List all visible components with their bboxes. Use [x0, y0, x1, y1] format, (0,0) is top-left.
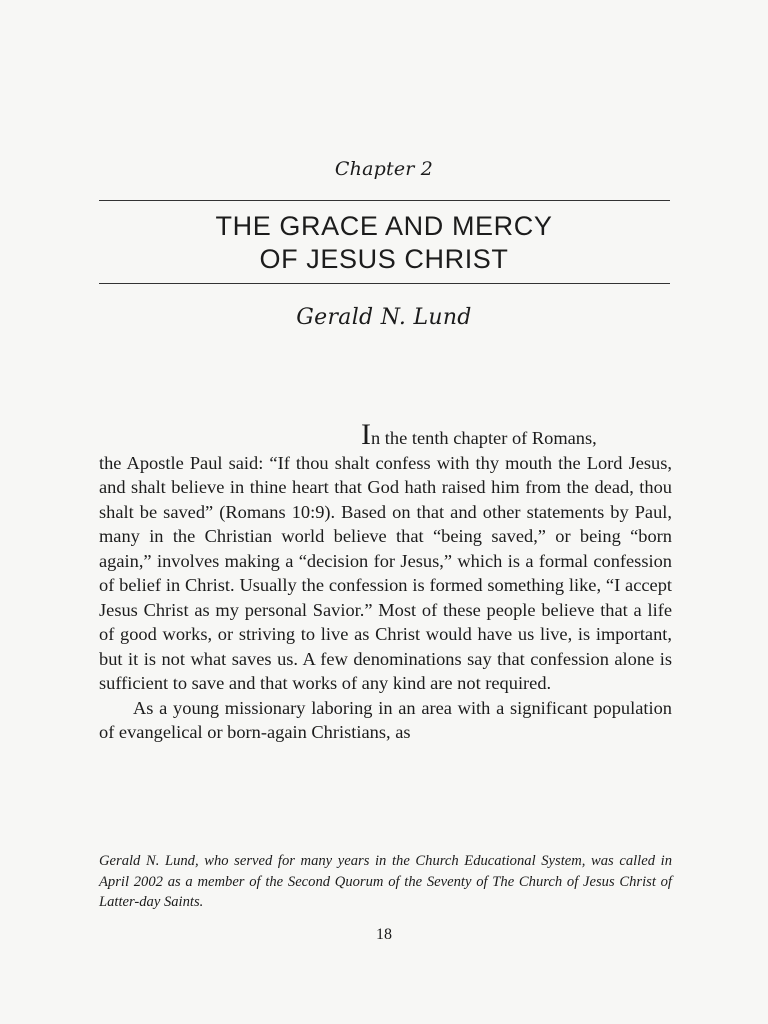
body-text — [99, 418, 672, 745]
paragraph-1-text: the Apostle Paul said: “If thou shalt confess with thy mouth the Lord Jesus, and shalt believe in thine heart that God hath raised him from the dead, thou shalt be saved” (Romans 10:9). Based on that and other statements by Paul, many in the Christian world believe that “being saved,” or being “born again,” involves making a “decision for Jesus,” which is a formal confession of belief in Christ. Usually the confession is formed something like, “I accept Jesus Christ as my personal Savior.” Most of these people believe that a life of good works, or striving to live as Christ would have us live, is important, but it is not what saves us. A few denominations say that confession alone is sufficient to save and that works of any kind are not required. — [99, 452, 672, 693]
paragraph-1 — [99, 418, 672, 696]
page-number: 18 — [376, 926, 392, 943]
title-top-rule — [99, 200, 670, 201]
drop-initial: I — [361, 418, 371, 451]
paragraph-2: As a young missionary laboring in an area with a significant population of evangelical or born-again Christians, as — [99, 697, 672, 742]
chapter-label: Chapter 2 — [334, 158, 434, 180]
chapter-title-line-1: THE GRACE AND MERCY — [215, 211, 553, 241]
opening-line-text: n the tenth chapter of Romans, — [371, 428, 597, 448]
chapter-title-line-2: OF JESUS CHRIST — [259, 244, 509, 274]
opening-line — [99, 418, 672, 451]
author-name: Gerald N. Lund — [296, 305, 472, 330]
author-footnote: Gerald N. Lund, who served for many years in the Church Educational System, was called in April 2002 as a member of the Second Quorum of the Seventy of The Church of Jesus Christ of Latter-day Saints. — [99, 853, 672, 910]
chapter-title — [0, 210, 768, 276]
title-bottom-rule — [99, 283, 670, 284]
